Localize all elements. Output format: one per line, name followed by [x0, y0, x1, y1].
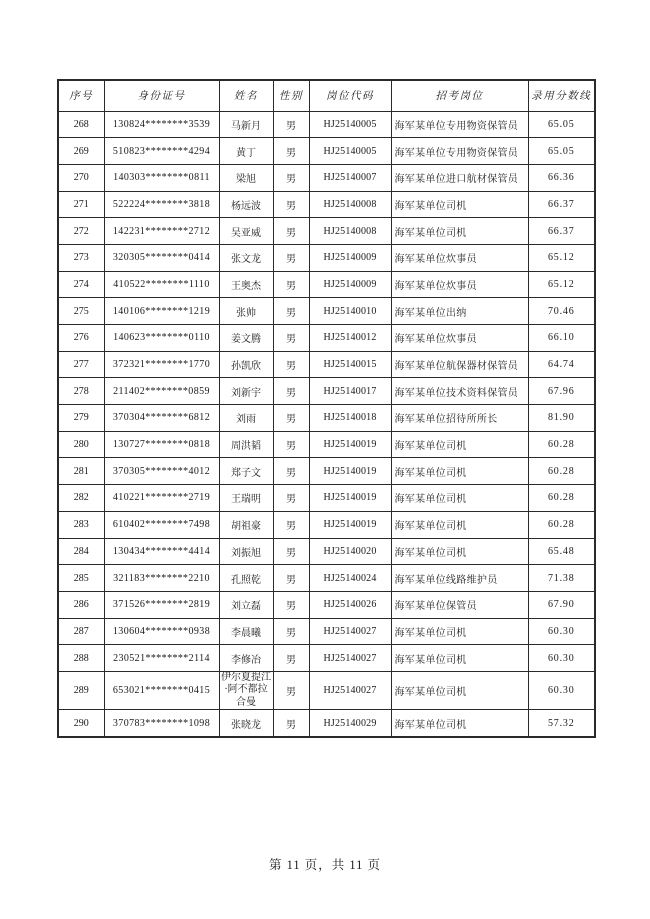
cell-position: 海军某单位专用物资保管员	[391, 111, 528, 138]
cell-index: 279	[58, 405, 104, 432]
cell-score: 60.30	[528, 671, 595, 710]
cell-position_code: HJ25140009	[309, 271, 391, 298]
cell-gender: 男	[273, 565, 309, 592]
table-row	[58, 111, 595, 138]
cell-gender: 男	[273, 485, 309, 512]
cell-gender: 男	[273, 298, 309, 325]
cell-position: 海军某单位保管员	[391, 591, 528, 618]
cell-score: 66.37	[528, 191, 595, 218]
cell-name: 刘立磊	[219, 591, 273, 618]
cell-position: 海军某单位司机	[391, 538, 528, 565]
table-body	[58, 111, 595, 737]
cell-name: 伊尔夏提江·阿不都拉合曼	[221, 671, 271, 708]
cell-score: 66.10	[528, 325, 595, 352]
cell-score: 70.46	[528, 298, 595, 325]
cell-gender: 男	[273, 138, 309, 165]
cell-gender: 男	[273, 431, 309, 458]
cell-score: 66.37	[528, 218, 595, 245]
cell-id_number: 522224********3818	[104, 191, 219, 218]
cell-gender: 男	[273, 710, 309, 737]
cell-id_number: 320305********0414	[104, 244, 219, 271]
cell-score: 65.12	[528, 271, 595, 298]
cell-position: 海军某单位炊事员	[391, 271, 528, 298]
cell-score: 81.90	[528, 405, 595, 432]
cell-id_number: 510823********4294	[104, 138, 219, 165]
table-row	[58, 271, 595, 298]
cell-index: 283	[58, 511, 104, 538]
cell-id_number: 610402********7498	[104, 511, 219, 538]
table-row	[58, 164, 595, 191]
cell-score: 60.28	[528, 511, 595, 538]
cell-position: 海军某单位司机	[391, 485, 528, 512]
cell-gender: 男	[273, 271, 309, 298]
cell-name: 周洪韬	[219, 431, 273, 458]
cell-index: 287	[58, 618, 104, 645]
table-row	[58, 485, 595, 512]
cell-position: 海军某单位司机	[391, 645, 528, 672]
cell-name: 李修冶	[219, 645, 273, 672]
cell-name: 张文龙	[219, 244, 273, 271]
cell-id_number: 410522********1110	[104, 271, 219, 298]
cell-id_number: 142231********2712	[104, 218, 219, 245]
cell-score: 64.74	[528, 351, 595, 378]
cell-score: 60.30	[528, 645, 595, 672]
cell-gender: 男	[273, 618, 309, 645]
cell-id_number: 211402********0859	[104, 378, 219, 405]
cell-name: 梁旭	[219, 164, 273, 191]
cell-id_number: 370304********6812	[104, 405, 219, 432]
cell-id_number: 130727********0818	[104, 431, 219, 458]
column-header-name: 姓名	[219, 80, 273, 111]
cell-index: 270	[58, 164, 104, 191]
cell-position: 海军某单位司机	[391, 191, 528, 218]
cell-score: 60.28	[528, 431, 595, 458]
cell-gender: 男	[273, 191, 309, 218]
cell-gender: 男	[273, 458, 309, 485]
cell-gender: 男	[273, 671, 309, 710]
cell-index: 271	[58, 191, 104, 218]
cell-position_code: HJ25140019	[309, 485, 391, 512]
column-header-gender: 性别	[273, 80, 309, 111]
cell-position_code: HJ25140007	[309, 164, 391, 191]
cell-position_code: HJ25140005	[309, 138, 391, 165]
cell-gender: 男	[273, 645, 309, 672]
cell-gender: 男	[273, 511, 309, 538]
table-row	[58, 565, 595, 592]
cell-score: 71.38	[528, 565, 595, 592]
column-header-score: 录用分数线	[528, 80, 595, 111]
cell-position: 海军某单位炊事员	[391, 244, 528, 271]
cell-position: 海军某单位炊事员	[391, 325, 528, 352]
table-row	[58, 710, 595, 737]
cell-position: 海军某单位出纳	[391, 298, 528, 325]
table-header-row	[58, 80, 595, 111]
table-row	[58, 618, 595, 645]
column-header-position_code: 岗位代码	[309, 80, 391, 111]
cell-position: 海军某单位司机	[391, 671, 528, 710]
cell-gender: 男	[273, 378, 309, 405]
cell-index: 290	[58, 710, 104, 737]
cell-id_number: 130434********4414	[104, 538, 219, 565]
cell-gender: 男	[273, 111, 309, 138]
table-row	[58, 405, 595, 432]
cell-position_code: HJ25140017	[309, 378, 391, 405]
cell-score: 60.28	[528, 458, 595, 485]
cell-position: 海军某单位技术资料保管员	[391, 378, 528, 405]
cell-gender: 男	[273, 538, 309, 565]
cell-score: 65.12	[528, 244, 595, 271]
cell-position_code: HJ25140027	[309, 645, 391, 672]
cell-position_code: HJ25140026	[309, 591, 391, 618]
page-footer: 第 11 页，共 11 页	[268, 858, 382, 872]
cell-name: 吴亚威	[219, 218, 273, 245]
cell-score: 60.30	[528, 618, 595, 645]
cell-name: 郑子文	[219, 458, 273, 485]
cell-index: 277	[58, 351, 104, 378]
cell-name: 王奥杰	[219, 271, 273, 298]
cell-name: 姜文腾	[219, 325, 273, 352]
cell-gender: 男	[273, 325, 309, 352]
table-row	[58, 458, 595, 485]
cell-index: 272	[58, 218, 104, 245]
cell-index: 284	[58, 538, 104, 565]
cell-index: 282	[58, 485, 104, 512]
cell-name: 张晓龙	[219, 710, 273, 737]
cell-id_number: 372321********1770	[104, 351, 219, 378]
cell-name: 刘新宇	[219, 378, 273, 405]
cell-id_number: 230521********2114	[104, 645, 219, 672]
cell-index: 289	[58, 671, 104, 710]
cell-position_code: HJ25140029	[309, 710, 391, 737]
cell-position: 海军某单位招待所所长	[391, 405, 528, 432]
table-row	[58, 351, 595, 378]
cell-index: 269	[58, 138, 104, 165]
cell-position_code: HJ25140018	[309, 405, 391, 432]
cell-name: 王瑞明	[219, 485, 273, 512]
cell-id_number: 370305********4012	[104, 458, 219, 485]
table-row	[58, 138, 595, 165]
cell-score: 67.96	[528, 378, 595, 405]
score-table	[57, 79, 596, 738]
table-row	[58, 645, 595, 672]
cell-position_code: HJ25140027	[309, 618, 391, 645]
cell-score: 67.90	[528, 591, 595, 618]
cell-index: 275	[58, 298, 104, 325]
column-header-position: 招考岗位	[391, 80, 528, 111]
cell-index: 278	[58, 378, 104, 405]
cell-position_code: HJ25140010	[309, 298, 391, 325]
cell-id_number: 140303********0811	[104, 164, 219, 191]
cell-gender: 男	[273, 244, 309, 271]
cell-score: 65.48	[528, 538, 595, 565]
cell-name: 刘振旭	[219, 538, 273, 565]
cell-position_code: HJ25140008	[309, 218, 391, 245]
cell-index: 288	[58, 645, 104, 672]
table-row	[58, 191, 595, 218]
cell-index: 274	[58, 271, 104, 298]
cell-position_code: HJ25140019	[309, 458, 391, 485]
cell-position_code: HJ25140020	[309, 538, 391, 565]
table-row	[58, 378, 595, 405]
cell-score: 60.28	[528, 485, 595, 512]
cell-position_code: HJ25140019	[309, 511, 391, 538]
cell-gender: 男	[273, 351, 309, 378]
cell-id_number: 140623********0110	[104, 325, 219, 352]
cell-score: 65.05	[528, 138, 595, 165]
cell-position: 海军某单位司机	[391, 431, 528, 458]
table-row	[58, 298, 595, 325]
cell-position_code: HJ25140019	[309, 431, 391, 458]
cell-position_code: HJ25140024	[309, 565, 391, 592]
cell-id_number: 370783********1098	[104, 710, 219, 737]
cell-position_code: HJ25140005	[309, 111, 391, 138]
cell-score: 57.32	[528, 710, 595, 737]
table-row	[58, 511, 595, 538]
cell-index: 280	[58, 431, 104, 458]
table-row	[58, 431, 595, 458]
cell-position: 海军某单位线路维护员	[391, 565, 528, 592]
table-row	[58, 671, 595, 710]
cell-position_code: HJ25140008	[309, 191, 391, 218]
table-row	[58, 218, 595, 245]
cell-position: 海军某单位司机	[391, 458, 528, 485]
cell-position: 海军某单位司机	[391, 511, 528, 538]
cell-name: 李晨曦	[219, 618, 273, 645]
cell-position_code: HJ25140012	[309, 325, 391, 352]
table-row	[58, 325, 595, 352]
cell-name: 张帅	[219, 298, 273, 325]
cell-name: 孙凯欣	[219, 351, 273, 378]
cell-gender: 男	[273, 591, 309, 618]
cell-id_number: 653021********0415	[104, 671, 219, 710]
cell-gender: 男	[273, 164, 309, 191]
cell-index: 286	[58, 591, 104, 618]
cell-id_number: 410221********2719	[104, 485, 219, 512]
cell-id_number: 140106********1219	[104, 298, 219, 325]
cell-name: 马新月	[219, 111, 273, 138]
cell-name: 胡祖豪	[219, 511, 273, 538]
cell-name: 杨远波	[219, 191, 273, 218]
cell-position_code: HJ25140027	[309, 671, 391, 710]
cell-gender: 男	[273, 405, 309, 432]
cell-position_code: HJ25140009	[309, 244, 391, 271]
cell-index: 273	[58, 244, 104, 271]
cell-position: 海军某单位进口航材保管员	[391, 164, 528, 191]
cell-position: 海军某单位司机	[391, 218, 528, 245]
column-header-id_number: 身份证号	[104, 80, 219, 111]
cell-gender: 男	[273, 218, 309, 245]
cell-index: 276	[58, 325, 104, 352]
table-row	[58, 538, 595, 565]
cell-id_number: 130604********0938	[104, 618, 219, 645]
cell-id_number: 130824********3539	[104, 111, 219, 138]
cell-position: 海军某单位司机	[391, 618, 528, 645]
cell-id_number: 371526********2819	[104, 591, 219, 618]
cell-name: 黄丁	[219, 138, 273, 165]
column-header-index: 序号	[58, 80, 104, 111]
cell-index: 268	[58, 111, 104, 138]
cell-position: 海军某单位专用物资保管员	[391, 138, 528, 165]
cell-name: 孔照乾	[219, 565, 273, 592]
cell-score: 66.36	[528, 164, 595, 191]
cell-id_number: 321183********2210	[104, 565, 219, 592]
cell-score: 65.05	[528, 111, 595, 138]
cell-index: 281	[58, 458, 104, 485]
table-row	[58, 244, 595, 271]
cell-position: 海军某单位航保器材保管员	[391, 351, 528, 378]
cell-name: 刘雨	[219, 405, 273, 432]
cell-index: 285	[58, 565, 104, 592]
table-row	[58, 591, 595, 618]
cell-position_code: HJ25140015	[309, 351, 391, 378]
cell-position: 海军某单位司机	[391, 710, 528, 737]
